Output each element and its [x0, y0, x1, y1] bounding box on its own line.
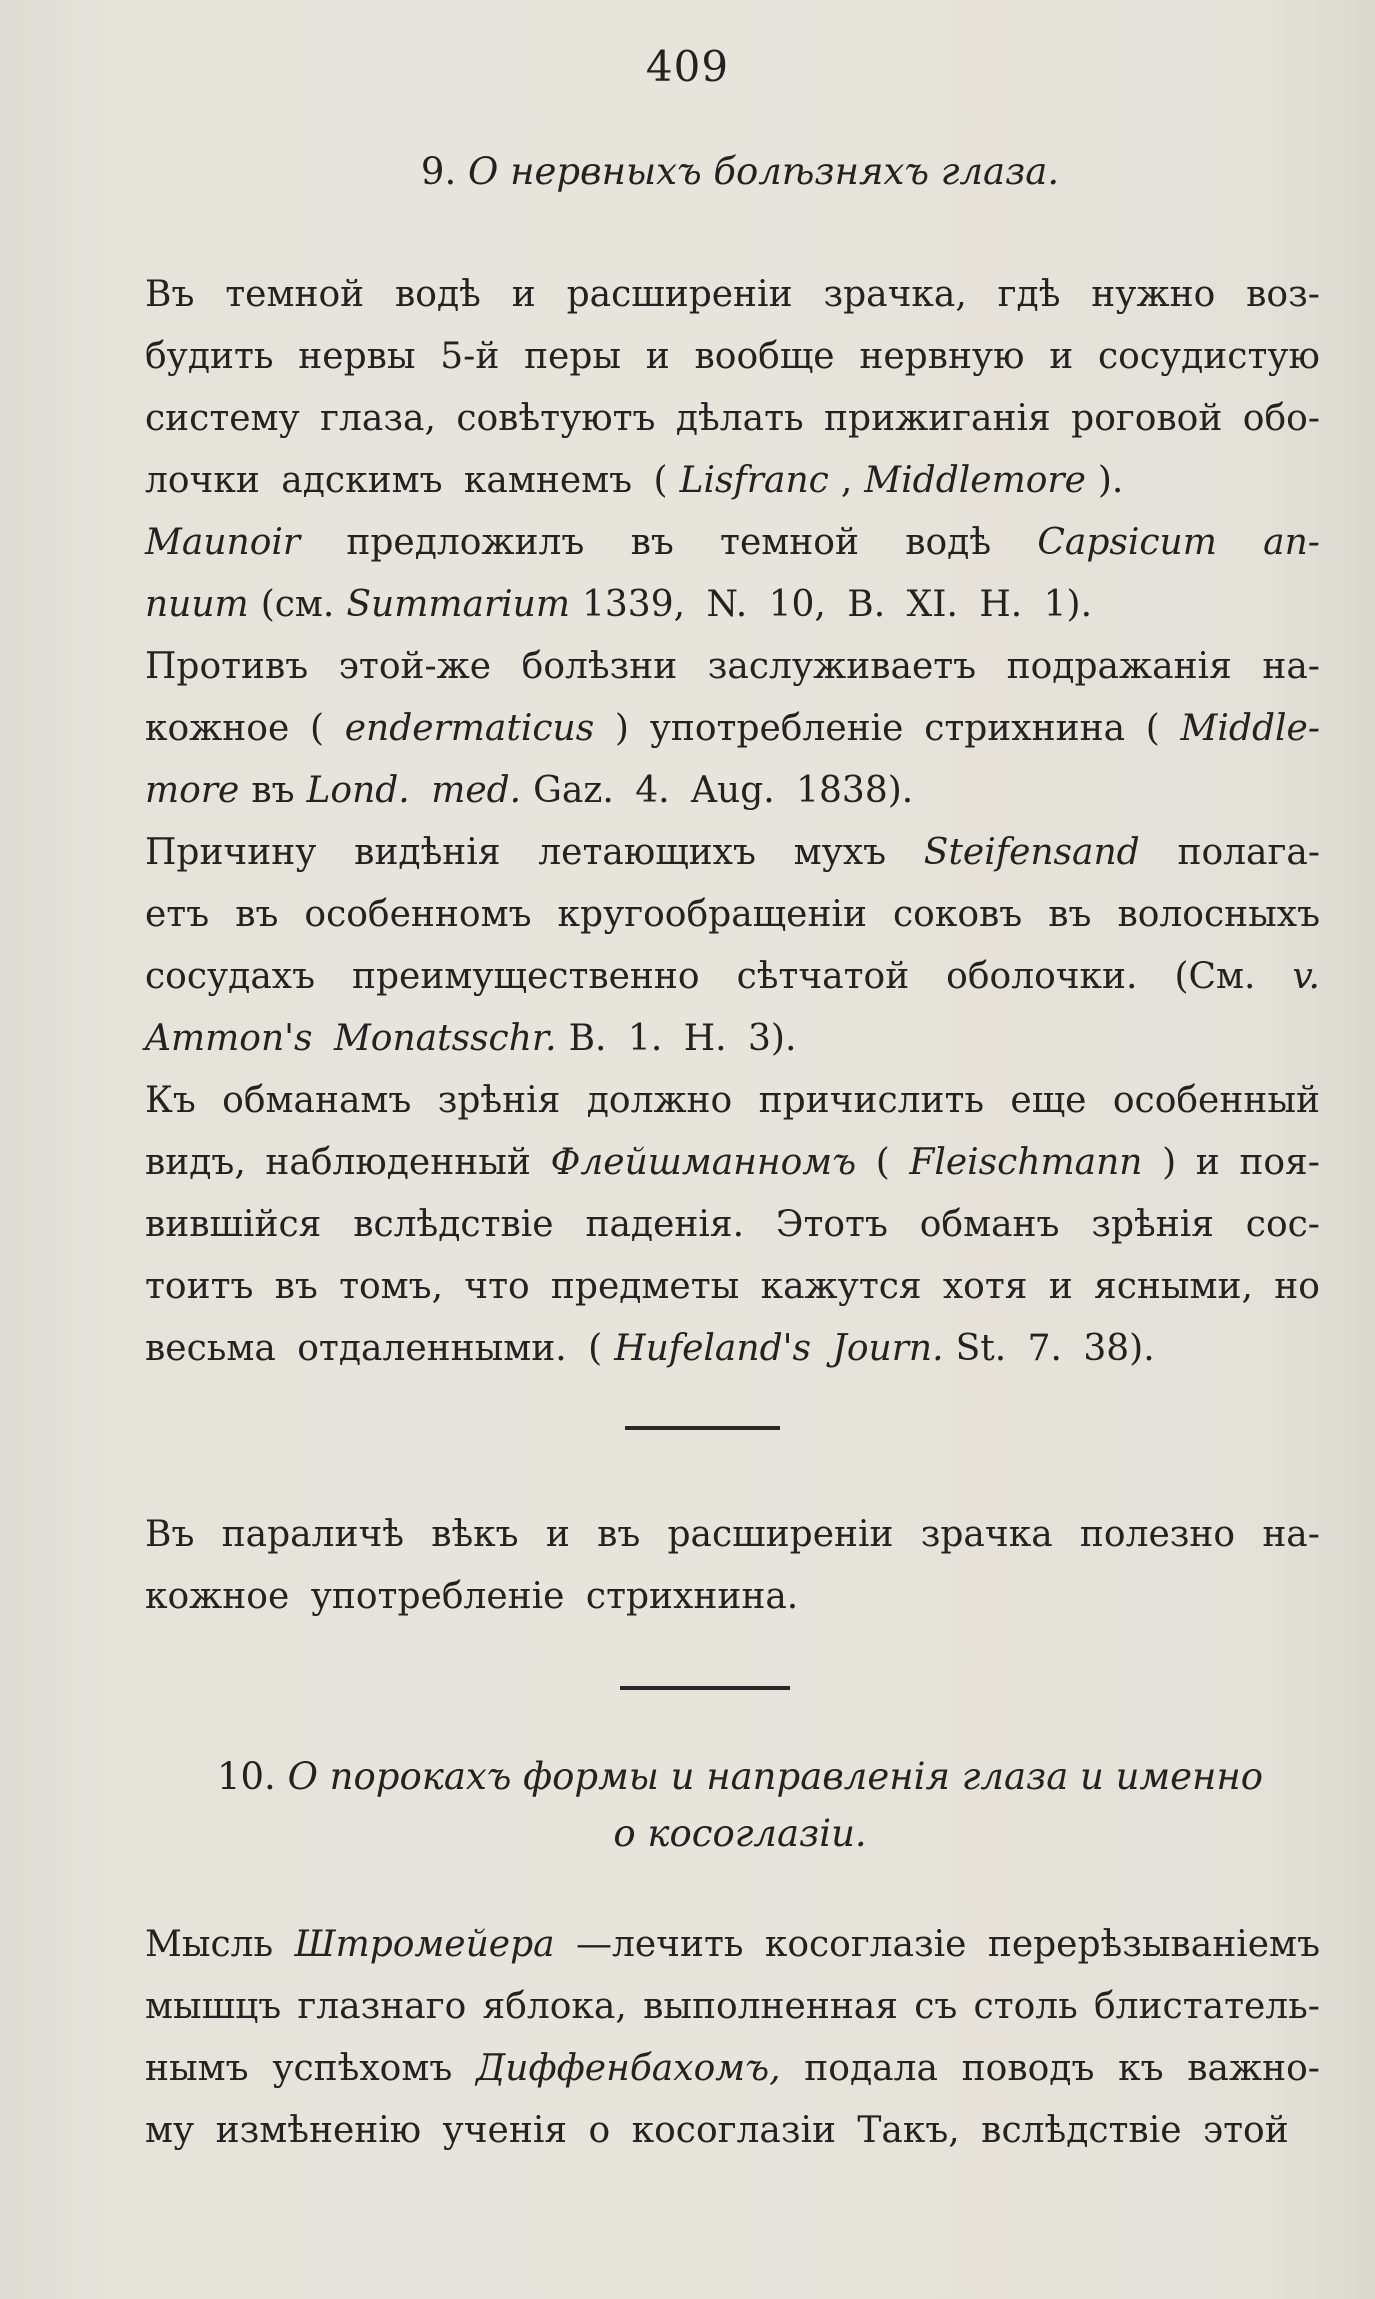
- word: поя-: [1239, 1142, 1320, 1183]
- italic-word: Флейшманномъ: [550, 1142, 857, 1183]
- word: ,: [840, 460, 853, 501]
- word: (См.: [1174, 956, 1256, 997]
- italic-word: Hufeland's Journ.: [614, 1328, 944, 1369]
- word: сосудистую: [1097, 336, 1320, 377]
- word: болѣзни: [521, 646, 678, 687]
- word: косоглазіе: [764, 1924, 967, 1965]
- word: подала: [804, 2048, 938, 2089]
- text-line: [145, 822, 1320, 884]
- text-line: [145, 264, 1320, 326]
- word: 1339, N. 10, B. XI. H. 1).: [582, 584, 1093, 625]
- word: зрачка: [920, 1514, 1053, 1555]
- section-number: 9.: [420, 150, 457, 193]
- text-line: [145, 1318, 1320, 1380]
- word: совѣтуютъ: [456, 398, 656, 439]
- word: успѣхомъ: [272, 2048, 453, 2089]
- word: летающихъ: [538, 832, 756, 873]
- word: въ: [630, 522, 674, 563]
- text-line: [145, 450, 1320, 512]
- paragraph-5: [145, 1070, 1320, 1380]
- word: параличѣ: [221, 1514, 404, 1555]
- word: обо-: [1242, 398, 1320, 439]
- word: томъ,: [339, 1266, 444, 1307]
- word: вслѣдствіе: [353, 1204, 554, 1245]
- word: (: [875, 1142, 890, 1183]
- italic-word: Штромейера: [294, 1924, 555, 1965]
- word: етъ: [145, 894, 210, 935]
- word: Въ: [145, 1514, 195, 1555]
- word: 5-й: [440, 336, 500, 377]
- word: столь: [973, 1986, 1078, 2027]
- paragraph-1: [145, 264, 1320, 512]
- text-line: [145, 1566, 1320, 1628]
- word: наблюденный: [265, 1142, 531, 1183]
- word: употребленіе: [649, 708, 904, 749]
- text-line: [145, 1976, 1320, 2038]
- word: Причину: [145, 832, 317, 873]
- word: зрѣнія: [437, 1080, 561, 1121]
- word: лочки адскимъ камнемъ (: [145, 460, 668, 501]
- text-line: [145, 1256, 1320, 1318]
- word: вообще: [694, 336, 835, 377]
- italic-word: Maunoir: [145, 522, 301, 563]
- text-line: [145, 1132, 1320, 1194]
- word: сосудахъ: [145, 956, 316, 997]
- word: особенный: [1112, 1080, 1320, 1121]
- word: видѣнія: [354, 832, 501, 873]
- word: сѣтчатой: [736, 956, 910, 997]
- italic-word: Fleischmann: [909, 1142, 1143, 1183]
- word: нервы: [298, 336, 416, 377]
- word: полезно: [1079, 1514, 1236, 1555]
- section-divider: [625, 1426, 780, 1430]
- word: должно: [586, 1080, 733, 1121]
- paragraph-4: [145, 822, 1320, 1070]
- word: нервную: [859, 336, 1025, 377]
- word: (: [1145, 708, 1160, 749]
- word: нужно: [1091, 274, 1216, 315]
- word: особенномъ: [304, 894, 532, 935]
- section-divider: [620, 1686, 790, 1690]
- text-line: [145, 2038, 1320, 2100]
- word: зрачка,: [823, 274, 967, 315]
- italic-word: Summarium: [346, 584, 570, 625]
- italic-word: Ammon's Monatsschr.: [145, 1018, 557, 1059]
- word: кругообращеніи: [557, 894, 867, 935]
- word: кажутся: [760, 1266, 922, 1307]
- word: водѣ: [395, 274, 481, 315]
- word: ): [1162, 1142, 1177, 1183]
- word: Противъ: [145, 646, 309, 687]
- word: пеpы: [524, 336, 622, 377]
- word: паденія.: [585, 1204, 745, 1245]
- italic-word: Capsicum: [1037, 522, 1217, 563]
- word: этой-же: [338, 646, 492, 687]
- word: заслуживаетъ: [707, 646, 977, 687]
- word: предметы: [550, 1266, 740, 1307]
- paragraph-2: [145, 512, 1320, 636]
- section-title: О нервныхъ болѣзняхъ глаза.: [467, 150, 1060, 193]
- word: кожное: [145, 708, 290, 749]
- word: зрѣнія: [1091, 1204, 1214, 1245]
- word: мышцъ: [145, 1986, 282, 2027]
- word: ясными,: [1093, 1266, 1253, 1307]
- section-9-heading: [150, 150, 1330, 193]
- italic-word: Lond. med.: [306, 770, 522, 811]
- word: дѣлать: [675, 398, 804, 439]
- word: ): [614, 708, 629, 749]
- word: темной: [225, 274, 365, 315]
- word: съ: [914, 1986, 958, 2027]
- paragraph-6: [145, 1504, 1320, 1628]
- text-line: [145, 512, 1320, 574]
- italic-word: more: [145, 770, 240, 811]
- word: видъ,: [145, 1142, 246, 1183]
- text-line: [145, 760, 1320, 822]
- word: будить: [145, 336, 274, 377]
- word: выполненная: [643, 1986, 898, 2027]
- word: подражанія: [1006, 646, 1232, 687]
- text-line: [145, 1504, 1320, 1566]
- italic-word: endermaticus: [344, 708, 595, 749]
- text-line: [145, 326, 1320, 388]
- italic-word: Middle-: [1180, 708, 1320, 749]
- word: весьма отдаленными. (: [145, 1328, 603, 1369]
- word: обманамъ: [222, 1080, 412, 1121]
- word: му измѣненію ученія о косоглазіи Такъ, вслѣдствіе этой: [145, 2110, 1289, 2151]
- word: что: [464, 1266, 530, 1307]
- text-line: [145, 388, 1320, 450]
- page-number: 409: [645, 42, 730, 91]
- word: нымъ: [145, 2048, 249, 2089]
- word: но: [1274, 1266, 1320, 1307]
- word: темной: [720, 522, 859, 563]
- italic-word: Middlemore: [864, 460, 1086, 501]
- word: роговой: [1071, 398, 1223, 439]
- word: въ: [597, 1514, 641, 1555]
- word: перерѣзываніемъ: [987, 1924, 1320, 1965]
- word: въ: [251, 770, 295, 811]
- word: оболочки.: [946, 956, 1138, 997]
- word: глаза,: [320, 398, 436, 439]
- word: расширеніи: [566, 274, 793, 315]
- word: къ: [1118, 2048, 1164, 2089]
- text-line: [145, 1914, 1320, 1976]
- word: ).: [1097, 460, 1124, 501]
- word: вившійся: [145, 1204, 322, 1245]
- word: въ: [235, 894, 279, 935]
- word: въ: [274, 1266, 318, 1307]
- word: поводъ: [961, 2048, 1095, 2089]
- text-line: [145, 2100, 1320, 2162]
- word: хотя: [942, 1266, 1028, 1307]
- text-line: [145, 1008, 1320, 1070]
- word: водѣ: [905, 522, 992, 563]
- text-line: [145, 946, 1320, 1008]
- word: на-: [1262, 1514, 1320, 1555]
- word: блистатель-: [1094, 1986, 1320, 2027]
- word: систему: [145, 398, 300, 439]
- word: Въ: [145, 274, 195, 315]
- paragraph-3: [145, 636, 1320, 822]
- text-line: [145, 1070, 1320, 1132]
- word: тоитъ: [145, 1266, 254, 1307]
- italic-word: an-: [1263, 522, 1320, 563]
- word: B. 1. H. 3).: [568, 1018, 797, 1059]
- word: и: [1048, 1266, 1073, 1307]
- word: полага-: [1177, 832, 1320, 873]
- word: расширеніи: [667, 1514, 894, 1555]
- word: стрихнина: [924, 708, 1126, 749]
- word: яблока,: [482, 1986, 627, 2027]
- text-line: [145, 698, 1320, 760]
- paragraph-7: [145, 1914, 1320, 2162]
- word: и: [1195, 1142, 1220, 1183]
- word: на-: [1262, 646, 1320, 687]
- word: преимущественно: [351, 956, 700, 997]
- section-title-line-1: О порокахъ формы и направленія глаза и именно: [287, 1755, 1264, 1798]
- word: (: [309, 708, 325, 749]
- word: причислить: [758, 1080, 984, 1121]
- word: воз-: [1246, 274, 1320, 315]
- word: сос-: [1245, 1204, 1320, 1245]
- word: Gaz. 4. Aug. 1838).: [533, 770, 914, 811]
- word: прижиганія: [824, 398, 1051, 439]
- word: кожное употребленіе стрихнина.: [145, 1576, 799, 1617]
- word: еще: [1010, 1080, 1087, 1121]
- text-line: [145, 574, 1320, 636]
- word: —лечить: [575, 1924, 744, 1965]
- italic-word: Lisfranc: [679, 460, 829, 501]
- italic-word: v.: [1292, 956, 1320, 997]
- word: волосныхъ: [1117, 894, 1320, 935]
- word: мухъ: [793, 832, 887, 873]
- word: глазнаго: [297, 1986, 467, 2027]
- section-number: 10.: [216, 1755, 276, 1798]
- word: и: [511, 274, 536, 315]
- word: и: [545, 1514, 570, 1555]
- word: предложилъ: [346, 522, 585, 563]
- text-line: [145, 1194, 1320, 1256]
- text-line: [145, 636, 1320, 698]
- word: обманъ: [919, 1204, 1060, 1245]
- section-10-heading: [150, 1755, 1330, 1855]
- italic-word: Диффенбахомъ,: [476, 2048, 781, 2089]
- word: вѣкъ: [431, 1514, 519, 1555]
- word: (см.: [260, 584, 335, 625]
- word: Къ: [145, 1080, 196, 1121]
- word: и: [645, 336, 670, 377]
- word: и: [1049, 336, 1074, 377]
- word: Этотъ: [775, 1204, 888, 1245]
- word: соковъ: [893, 894, 1023, 935]
- italic-word: nuum: [145, 584, 249, 625]
- word: Мысль: [145, 1924, 274, 1965]
- italic-word: Steifensand: [923, 832, 1140, 873]
- word: St. 7. 38).: [955, 1328, 1155, 1369]
- section-title-line-2: о косоглазіи.: [613, 1812, 867, 1855]
- word: въ: [1048, 894, 1092, 935]
- word: важно-: [1187, 2048, 1320, 2089]
- text-line: [145, 884, 1320, 946]
- word: гдѣ: [997, 274, 1061, 315]
